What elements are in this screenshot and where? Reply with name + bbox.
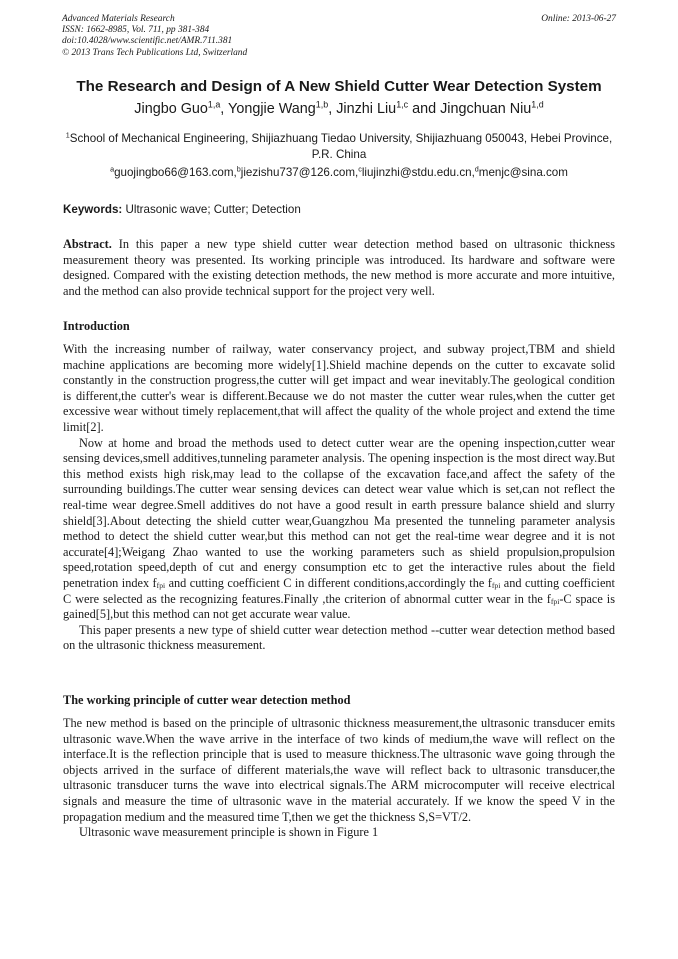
journal-issn: ISSN: 1662-8985, Vol. 711, pp 381-384 <box>62 25 210 36</box>
author-name: Jinzhi Liu <box>336 101 397 117</box>
paragraph: Now at home and broad the methods used to detect cutter wear are the opening inspection,cutter wear sensing devices,smell additives,tunneling parameter analysis. The opening inspection is the most direct way.But this method exists high risk,may lead to the collapse of the excavation face,and affect the safety of the surrounding buildings.The cutter wear sensing devices can detect wear value which is set,can not reflect the real-time wear degree.Smell additives do not have a good result in earth pressure balance shield and slurry shield[3].About detecting the shield cutter wear,Guangzhou Ma presented the tunneling parameter analysis method to detect the shield cutter wear,but this method can not get the real-time wear degree and it is not accurate[4];Weigang Zhao wanted to use the working parameters such as shield propulsion,propulsion speed,rotation speed,depth of cut and energy consumption etc to get the interactive rules about the field penetration index $f_{fpi}$ and cutting coefficient C in different conditions,accordingly the $f_{fpi}$ and cutting coefficient C were selected as the recognizing features.Finally ,the criterion of abnormal cutter wear in the $f_{fpi}-C$ space is gained[5],but this method can not get accurate wear value. <box>63 435 615 622</box>
email-list: $^a$guojingbo66@163.com,$^b$jiezishu737@126.com,$^c$liujinzhi@stdu.edu.cn,$^d$menjc@sina.com <box>110 164 568 179</box>
keywords-label: Keywords: <box>63 203 123 216</box>
keywords <box>63 203 617 216</box>
abstract-text: In this paper a new type shield cutter wear detection method based on ultrasonic thickness measurement theory was presented. Its working principle was introduced. Its hardware and software were designed. Compared with the existing detection methods, the new method is more accurate and more intuitive, and the method can also provide technical support for the project very well. <box>63 237 616 298</box>
journal-copyright: © 2013 Trans Tech Publications Ltd, Switzerland <box>62 47 248 58</box>
paragraph: Ultrasonic wave measurement principle is shown in Figure 1 <box>79 825 379 840</box>
section-heading-introduction: Introduction <box>63 319 130 333</box>
section-heading-working-principle: The working principle of cutter wear detection method <box>63 693 351 707</box>
paragraph: With the increasing number of railway, water conservancy project, and subway project,TBM and shield machine applications are becoming more widely[1].Shield machine depends on the cutter to excavate solid constantly in the construction progress,the cutter will get impact and wear inevitably.The geological condition is different,the cutter's wear is different.Because we do not master the cutter wear rules,when the cutter get excessive wear without timely replacement,that will affect the quality of the whole project and extend the time limit[2]. <box>63 342 615 434</box>
online-date: Online: 2013-06-27 <box>541 14 616 24</box>
journal-header <box>62 14 618 59</box>
subscript-fpi: fpi <box>550 596 560 606</box>
abstract <box>63 237 615 299</box>
keywords-text: Ultrasonic wave; Cutter; Detection <box>125 203 301 216</box>
subscript-fpi: fpi <box>491 581 501 591</box>
paragraph: This paper presents a new type of shield cutter wear detection method --cutter wear detection method based on the ultrasonic thickness measurement. <box>63 622 615 653</box>
author-affil-mark: 1,d <box>531 99 544 110</box>
journal-name: Advanced Materials Research <box>62 14 175 24</box>
author-separator: , <box>328 101 337 117</box>
email-address[interactable]: jiezishu737@126.com <box>240 166 355 179</box>
author-list <box>40 101 638 117</box>
affiliation-text: School of Mechanical Engineering, Shijiazhuang Tiedao University, Shijiazhuang 050043, Hebei Province, P.R. China <box>69 132 613 161</box>
author-affil-mark: 1,c <box>396 99 409 110</box>
journal-doi[interactable]: doi:10.4028/www.scientific.net/AMR.711.381 <box>62 36 233 47</box>
email-address[interactable]: menjc@sina.com <box>478 166 568 179</box>
author-name: Yongjie Wang <box>228 101 316 117</box>
email-mark: d <box>474 164 479 174</box>
affiliation-mark: 1 <box>65 130 70 140</box>
introduction-body <box>63 342 615 654</box>
email-mark: a <box>110 164 115 174</box>
abstract-label: Abstract. <box>63 237 112 251</box>
email-address[interactable]: guojingbo66@163.com <box>114 166 234 179</box>
paper-title: The Research and Design of A New Shield Cutter Wear Detection System <box>76 78 602 95</box>
author-affil-mark: 1,b <box>315 99 329 110</box>
paragraph: The new method is based on the principle of ultrasonic thickness measurement,the ultrasonic transducer emits ultrasonic wave.When the wave arrive in the interface of two kinds of medium,the wave will reflect on the interface.It is the reflection principle that is used to measure thickness.The ultrasonic wave going through the objects arrived in the surface of different materials,the wave will reflect back to ultrasonic transducer,the ultrasonic transducer turns the wave into electrical signals.The ARM microcomputer will receive electrical signals and measure the time of ultrasonic wave in the material accurately. If we know the speed V in the propagation medium and the measured time T,then we get the thickness S,S=VT/2. <box>63 716 615 824</box>
email-mark: b <box>236 164 241 174</box>
author-affil-mark: 1,a <box>207 99 221 110</box>
email-mark: c <box>358 164 362 174</box>
author-and: and <box>408 101 441 117</box>
working-principle-body <box>63 716 615 841</box>
author-separator: , <box>220 101 229 117</box>
author-name: Jingchuan Niu <box>440 101 532 117</box>
subscript-fpi: fpi <box>156 581 166 591</box>
affiliation <box>62 131 616 162</box>
email-address[interactable]: liujinzhi@stdu.edu.cn <box>361 166 472 179</box>
author-name: Jingbo Guo <box>134 101 208 117</box>
